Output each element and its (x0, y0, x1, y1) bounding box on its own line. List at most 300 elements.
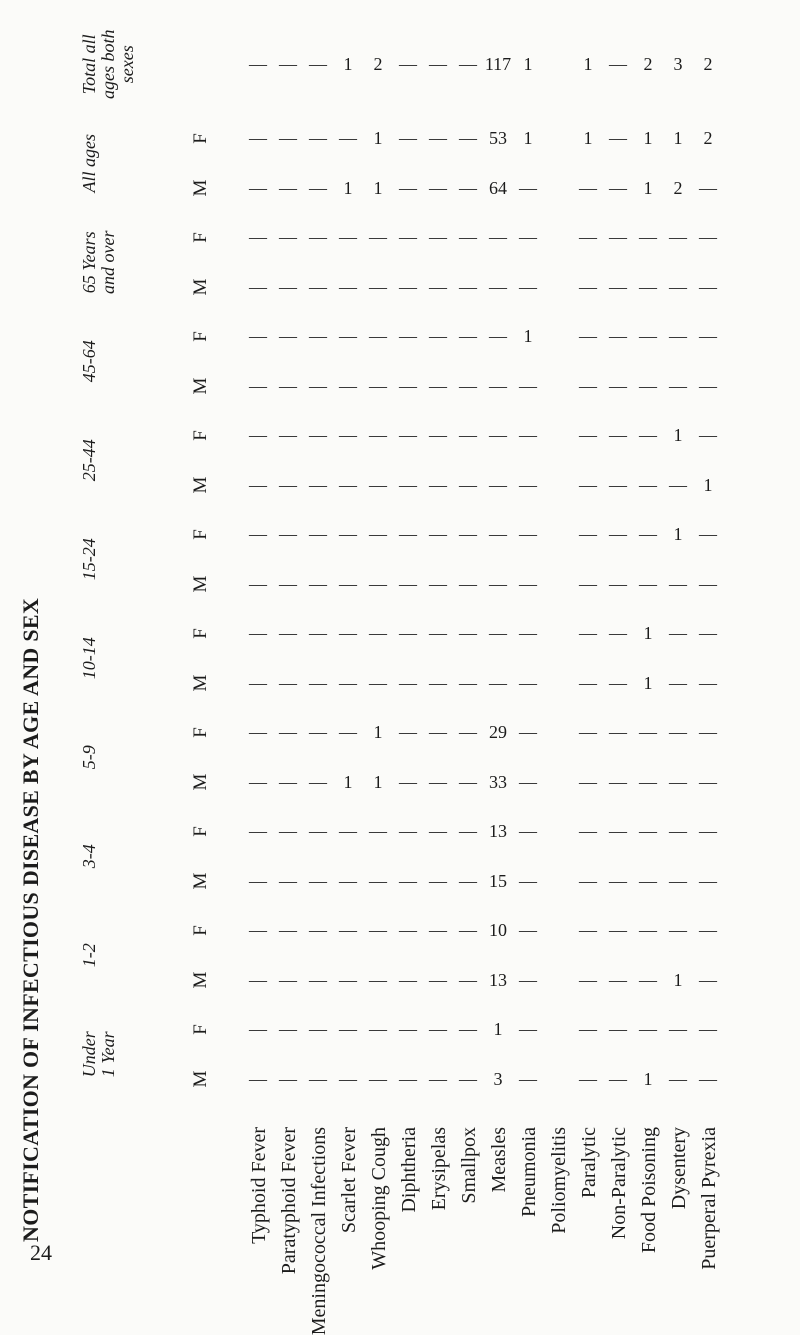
table-cell: — (279, 376, 297, 396)
table-cell: — (459, 227, 477, 248)
table-cell: — (369, 920, 387, 941)
table-cell: — (489, 277, 507, 297)
age-group-header (80, 19, 137, 109)
age-group-label: 65 Years (79, 231, 99, 294)
table-cell: — (279, 574, 297, 594)
table-cell: — (429, 673, 447, 693)
table-cell: — (369, 1069, 387, 1089)
table-cell: — (279, 475, 297, 495)
table-cell: — (339, 326, 357, 347)
table-cell: — (369, 425, 387, 446)
table-cell: 13 (489, 970, 507, 990)
table-cell: 1 (673, 128, 683, 149)
table-cell: — (339, 722, 357, 743)
table-cell: — (279, 722, 297, 743)
table-cell: — (639, 227, 657, 248)
table-cell: — (309, 1019, 327, 1040)
table-cell: — (519, 475, 537, 495)
table-cell: — (639, 574, 657, 594)
age-group-label: 3-4 (79, 844, 99, 869)
table-cell: — (699, 920, 717, 941)
table-cell: — (579, 970, 597, 990)
table-cell: — (489, 376, 507, 396)
table-cell: — (579, 524, 597, 545)
table-cell: — (309, 821, 327, 842)
table-cell: — (669, 821, 687, 842)
table-cell: — (399, 524, 417, 545)
table-cell: — (339, 128, 357, 149)
table-cell: — (249, 673, 267, 693)
table-cell: — (249, 574, 267, 594)
sex-label: F (190, 430, 211, 441)
table-cell: — (699, 524, 717, 545)
table-cell: — (369, 821, 387, 842)
table-cell: 53 (489, 128, 507, 149)
table-cell: — (519, 376, 537, 396)
table-cell: — (309, 623, 327, 644)
table-cell: — (279, 326, 297, 347)
table-cell: — (309, 673, 327, 693)
table-cell: — (639, 772, 657, 792)
table-cell: 1 (373, 772, 383, 792)
table-cell: — (309, 1069, 327, 1089)
table-cell: — (699, 970, 717, 990)
table-cell: — (519, 722, 537, 743)
table-cell: 1 (523, 326, 533, 347)
table-cell: 1 (643, 673, 653, 693)
table-cell: 1 (673, 425, 683, 446)
table-cell: — (429, 970, 447, 990)
table-cell: — (639, 524, 657, 545)
table-cell: — (399, 1019, 417, 1040)
disease-name: Paralytic (578, 1127, 600, 1199)
table-cell: — (369, 326, 387, 347)
page-number: 24 (30, 1240, 52, 1265)
table-cell: — (399, 425, 417, 446)
table-cell: — (579, 722, 597, 743)
sex-label: F (190, 232, 211, 243)
table-cell: — (279, 128, 297, 149)
table-cell: — (699, 227, 717, 248)
disease-name: Erysipelas (428, 1127, 450, 1211)
table-cell: — (309, 475, 327, 495)
table-cell: — (339, 623, 357, 644)
table-cell: 1 (583, 128, 593, 149)
table-cell: — (309, 574, 327, 594)
table-cell: — (399, 475, 417, 495)
table-cell: — (339, 920, 357, 941)
table-cell: — (369, 970, 387, 990)
table-title: NOTIFICATION OF INFECTIOUS DISEASE BY AGE AND SEX (18, 597, 43, 1242)
table-cell: — (399, 772, 417, 792)
table-cell: — (249, 772, 267, 792)
table-cell: — (639, 821, 657, 842)
table-cell: — (249, 425, 267, 446)
table-cell: — (579, 920, 597, 941)
table-cell: — (639, 970, 657, 990)
table-cell: — (609, 326, 627, 347)
table-cell: — (339, 277, 357, 297)
table-cell: — (519, 623, 537, 644)
age-group-header (80, 910, 99, 1000)
sex-label: M (190, 773, 211, 791)
disease-name: Typhoid Fever (248, 1127, 270, 1244)
table-cell: 1 (523, 128, 533, 149)
age-group-label: 10-14 (79, 637, 99, 680)
disease-name: Dysentery (668, 1127, 690, 1210)
table-cell: — (399, 673, 417, 693)
table-cell: — (309, 227, 327, 248)
table-cell: — (459, 623, 477, 644)
table-cell: — (399, 326, 417, 347)
table-cell: 2 (673, 178, 683, 198)
table-cell: — (249, 475, 267, 495)
table-cell: — (249, 623, 267, 644)
table-cell: — (309, 128, 327, 149)
table-cell: — (639, 871, 657, 891)
table-cell: — (249, 920, 267, 941)
table-cell: — (609, 178, 627, 198)
table-cell: — (519, 227, 537, 248)
table-cell: — (399, 574, 417, 594)
table-cell: — (669, 1019, 687, 1040)
table-cell: — (459, 574, 477, 594)
table-cell: — (279, 920, 297, 941)
table-cell: — (339, 574, 357, 594)
table-cell: — (669, 722, 687, 743)
table-cell: — (369, 524, 387, 545)
table-cell: — (429, 623, 447, 644)
table-cell: 1 (703, 475, 713, 495)
table-cell: — (609, 970, 627, 990)
table-cell: — (669, 227, 687, 248)
table-cell: 1 (343, 178, 353, 198)
table-cell: — (459, 821, 477, 842)
disease-name: Measles (488, 1127, 510, 1193)
disease-name: Non-Paralytic (608, 1127, 630, 1240)
table-cell: — (489, 673, 507, 693)
table-cell: 1 (343, 772, 353, 792)
table-cell: — (609, 524, 627, 545)
disease-name: Puerperal Pyrexia (698, 1127, 720, 1270)
table-cell: — (429, 1069, 447, 1089)
table-cell: — (249, 1019, 267, 1040)
sex-label: F (190, 628, 211, 639)
table-cell: — (639, 920, 657, 941)
table-cell: — (399, 227, 417, 248)
table-cell: — (609, 227, 627, 248)
table-cell: — (369, 673, 387, 693)
age-group-label: All ages (79, 134, 99, 193)
table-cell: — (489, 524, 507, 545)
table-cell: — (429, 821, 447, 842)
table-cell: — (369, 1019, 387, 1040)
table-cell: — (339, 1069, 357, 1089)
table-cell: — (579, 623, 597, 644)
table-cell: — (399, 722, 417, 743)
table-cell: — (669, 475, 687, 495)
table-cell: — (459, 772, 477, 792)
table-cell: — (579, 821, 597, 842)
table-cell: — (429, 574, 447, 594)
table-cell: — (279, 277, 297, 297)
table-cell: — (699, 277, 717, 297)
table-cell: 13 (489, 821, 507, 842)
table-cell: — (279, 1069, 297, 1089)
table-cell: 1 (343, 54, 353, 75)
age-group-label: ages both (98, 29, 118, 99)
table-cell: — (579, 574, 597, 594)
sex-label: F (190, 331, 211, 342)
table-cell: — (609, 574, 627, 594)
age-group-label: and over (98, 230, 118, 294)
table-cell: — (519, 524, 537, 545)
sex-label: M (190, 278, 211, 296)
table-cell: 2 (643, 54, 653, 75)
table-cell: — (429, 722, 447, 743)
sex-label: M (190, 872, 211, 890)
sex-label: F (190, 727, 211, 738)
table-cell: — (249, 524, 267, 545)
table-cell: — (369, 574, 387, 594)
table-cell: — (309, 524, 327, 545)
table-cell: — (279, 772, 297, 792)
table-cell: — (459, 970, 477, 990)
table-cell: — (579, 1019, 597, 1040)
table-cell: — (369, 623, 387, 644)
table-cell: — (399, 920, 417, 941)
table-cell: — (429, 128, 447, 149)
table-cell: — (609, 54, 627, 75)
table-cell: — (699, 574, 717, 594)
age-group-header (80, 217, 118, 307)
table-cell: — (519, 920, 537, 941)
sex-label: M (190, 179, 211, 197)
table-cell: — (339, 821, 357, 842)
table-cell: — (429, 1019, 447, 1040)
table-cell: 1 (493, 1019, 503, 1040)
table-cell: 33 (489, 772, 507, 792)
table-cell: — (339, 227, 357, 248)
table-cell: — (309, 970, 327, 990)
table-cell: — (609, 277, 627, 297)
age-group-header (80, 712, 99, 802)
table-cell: — (429, 227, 447, 248)
table-cell: — (579, 277, 597, 297)
table-cell: 1 (373, 128, 383, 149)
table-cell: — (279, 54, 297, 75)
table-cell: — (339, 871, 357, 891)
table-cell: — (429, 920, 447, 941)
table-cell: — (369, 376, 387, 396)
table-cell: — (519, 772, 537, 792)
table-cell: — (399, 970, 417, 990)
table-cell: — (339, 673, 357, 693)
table-cell: 1 (673, 970, 683, 990)
table-cell: — (399, 277, 417, 297)
table-cell: — (669, 920, 687, 941)
table-cell: — (429, 178, 447, 198)
table-cell: — (609, 920, 627, 941)
table-cell: — (369, 475, 387, 495)
table-cell: — (309, 326, 327, 347)
table-cell: — (249, 227, 267, 248)
table-cell: — (699, 623, 717, 644)
age-group-header (80, 514, 99, 604)
table-cell: — (399, 623, 417, 644)
table-cell: 15 (489, 871, 507, 891)
age-group-header (80, 811, 99, 901)
table-cell: — (429, 54, 447, 75)
table-cell: — (459, 326, 477, 347)
table-cell: — (279, 178, 297, 198)
table-cell: — (249, 376, 267, 396)
table-cell: — (279, 524, 297, 545)
table-cell: — (519, 821, 537, 842)
table-cell: — (249, 821, 267, 842)
table-cell: — (399, 178, 417, 198)
table-cell: — (459, 425, 477, 446)
table-cell: — (669, 871, 687, 891)
table-cell: — (609, 1069, 627, 1089)
age-group-label: 5-9 (79, 745, 99, 770)
table-cell: — (399, 54, 417, 75)
table-cell: — (519, 178, 537, 198)
age-group-header (80, 118, 99, 208)
table-cell: — (429, 376, 447, 396)
table-cell: — (609, 722, 627, 743)
table-cell: — (459, 673, 477, 693)
table-cell: — (639, 376, 657, 396)
sex-label: F (190, 529, 211, 540)
table-cell: — (609, 1019, 627, 1040)
table-cell: — (279, 227, 297, 248)
table-cell: — (699, 178, 717, 198)
table-cell: — (609, 821, 627, 842)
table-cell: — (249, 326, 267, 347)
table-cell: — (459, 54, 477, 75)
sex-label: F (190, 1024, 211, 1035)
table-cell: — (279, 871, 297, 891)
table-cell: — (369, 277, 387, 297)
table-cell: — (519, 1019, 537, 1040)
table-cell: — (489, 326, 507, 347)
age-group-header (80, 1009, 118, 1099)
table-cell: — (489, 623, 507, 644)
table-cell: — (669, 623, 687, 644)
table-cell: — (639, 722, 657, 743)
table-cell: — (579, 475, 597, 495)
table-cell: 1 (643, 128, 653, 149)
age-group-label: 25-44 (79, 439, 99, 482)
table-cell: — (609, 425, 627, 446)
table-cell: — (279, 673, 297, 693)
age-group-label: 45-64 (79, 340, 99, 383)
table-cell: 10 (489, 920, 507, 941)
table-cell: — (279, 425, 297, 446)
table-cell: — (489, 475, 507, 495)
disease-name: Paratyphoid Fever (278, 1127, 300, 1275)
table-cell: — (639, 475, 657, 495)
table-cell: — (399, 376, 417, 396)
age-group-label: 15-24 (79, 538, 99, 581)
age-group-label: 1 Year (98, 1031, 118, 1078)
table-cell: — (609, 475, 627, 495)
table-cell: — (639, 277, 657, 297)
table-cell: — (579, 376, 597, 396)
table-cell: — (579, 326, 597, 347)
table-cell: — (579, 871, 597, 891)
table-cell: — (699, 1069, 717, 1089)
table-cell: — (699, 772, 717, 792)
table-cell: — (429, 425, 447, 446)
table-cell: — (519, 1069, 537, 1089)
table-cell: — (579, 772, 597, 792)
table-cell: — (399, 1069, 417, 1089)
disease-name: Meningococcal Infections (308, 1127, 330, 1335)
table-cell: 2 (703, 54, 713, 75)
table-cell: — (459, 1019, 477, 1040)
table-cell: — (669, 277, 687, 297)
table-cell: 1 (523, 54, 533, 75)
table-cell: — (279, 623, 297, 644)
table-cell: — (429, 871, 447, 891)
table-cell: — (249, 277, 267, 297)
table-cell: — (399, 128, 417, 149)
table-cell: — (609, 772, 627, 792)
table-cell: 1 (583, 54, 593, 75)
table-cell: — (459, 1069, 477, 1089)
table-cell: — (429, 475, 447, 495)
table-cell: — (519, 425, 537, 446)
sex-label: F (190, 133, 211, 144)
table-cell: 117 (484, 54, 512, 75)
table-cell: — (699, 425, 717, 446)
table-cell: — (309, 871, 327, 891)
sex-label: M (190, 674, 211, 692)
table-cell: — (699, 871, 717, 891)
table-cell: — (699, 722, 717, 743)
table-cell: — (669, 1069, 687, 1089)
table-cell: — (339, 524, 357, 545)
table-cell: — (699, 376, 717, 396)
table-cell: — (459, 524, 477, 545)
table-cell: — (639, 1019, 657, 1040)
table-cell: — (699, 673, 717, 693)
age-group-header (80, 415, 99, 505)
table-cell: — (669, 673, 687, 693)
table-cell: — (489, 574, 507, 594)
table-cell: — (609, 871, 627, 891)
table-cell: — (399, 821, 417, 842)
sex-label: M (190, 377, 211, 395)
disease-name: Whooping Cough (368, 1127, 390, 1270)
table-cell: — (249, 970, 267, 990)
table-cell: — (309, 722, 327, 743)
disease-name: Pneumonia (518, 1127, 540, 1217)
sex-label: M (190, 971, 211, 989)
table-cell: — (459, 277, 477, 297)
table-cell: — (639, 326, 657, 347)
table-cell: — (309, 277, 327, 297)
table-cell: 1 (373, 178, 383, 198)
table-cell: — (249, 871, 267, 891)
age-group-label: sexes (117, 45, 137, 84)
table-cell: — (699, 326, 717, 347)
age-group-label: Under (79, 1031, 99, 1078)
table-cell: — (369, 227, 387, 248)
table-cell: — (429, 524, 447, 545)
